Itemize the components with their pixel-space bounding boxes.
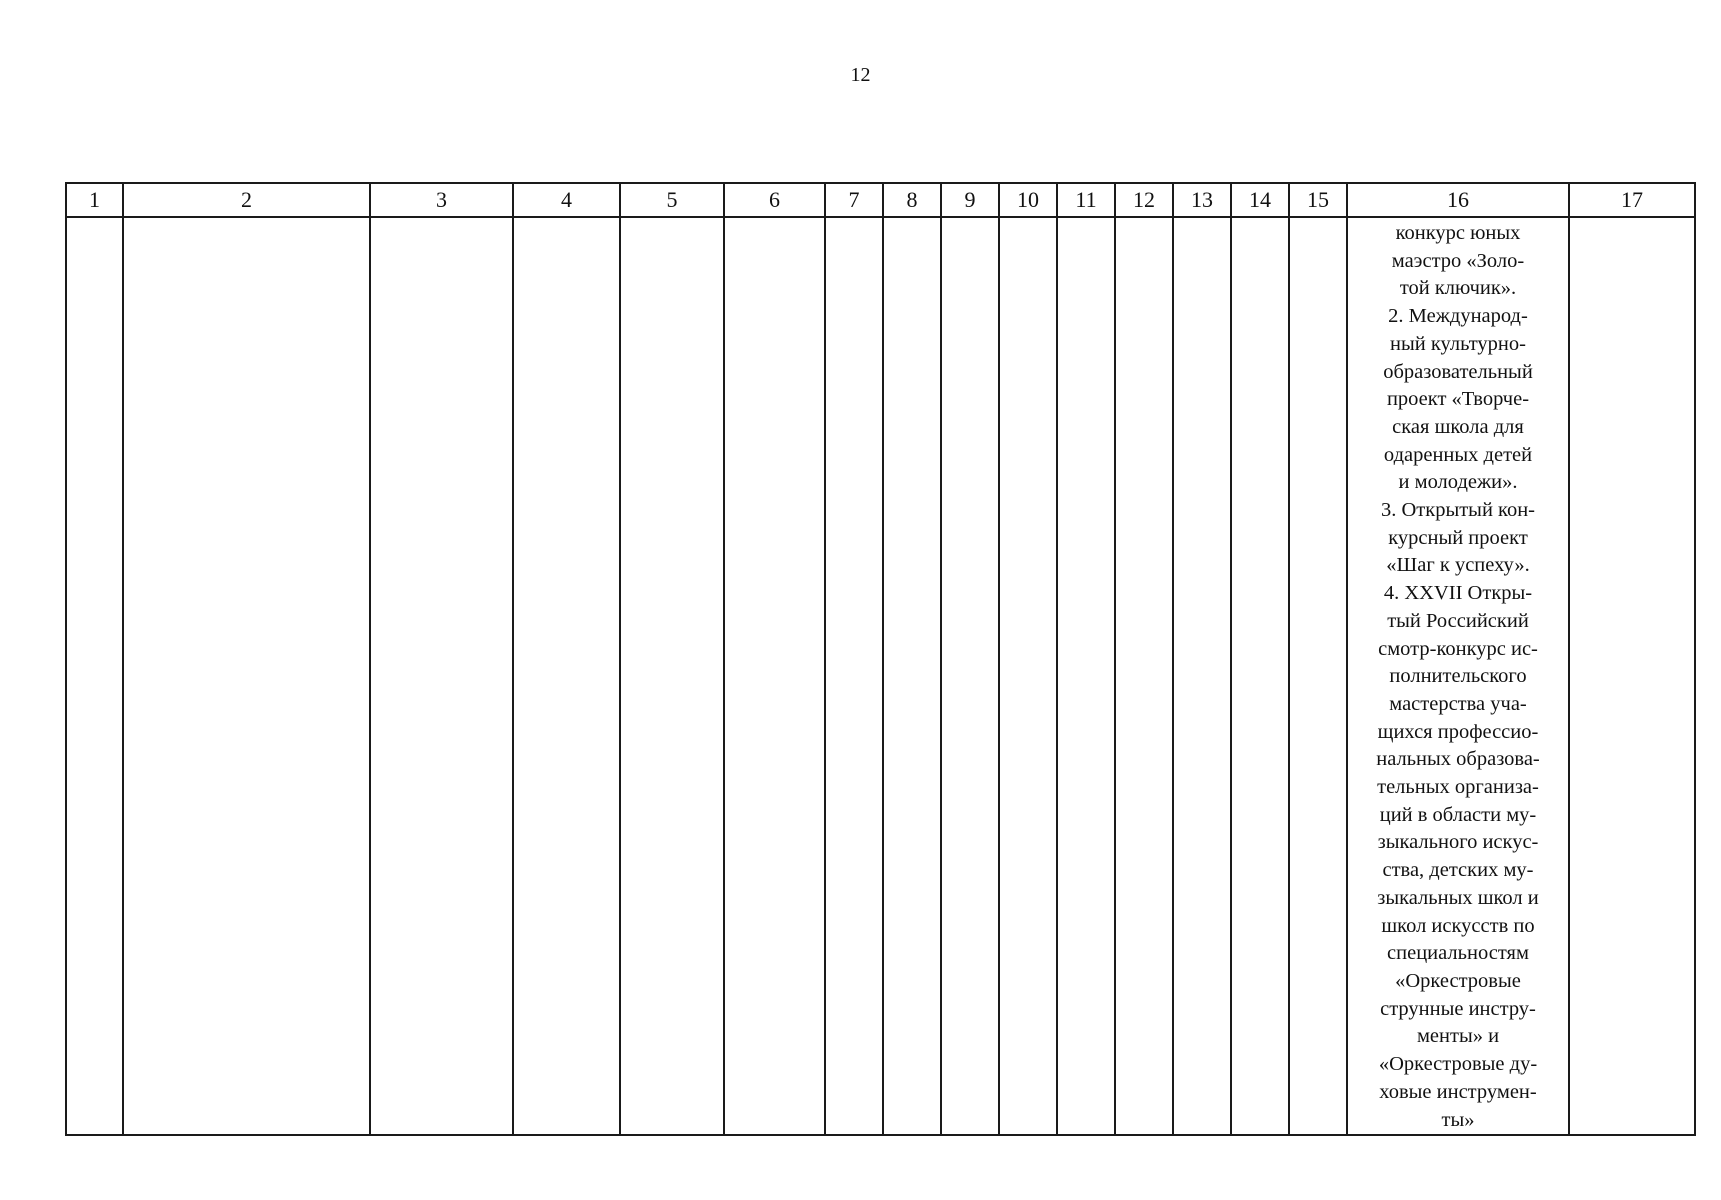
cell-16-line: ты» [1441, 1108, 1475, 1131]
column-header-7: 7 [825, 183, 883, 217]
column-header-8: 8 [883, 183, 941, 217]
cell-16-line: конкурс юных [1395, 222, 1521, 244]
table-row [66, 217, 1695, 1135]
cell-16-line: 3. Открытый кон- [1380, 499, 1536, 522]
cell-16-line: тый Российский [1387, 609, 1529, 632]
cell-16-line: маэстро «Золо- [1391, 249, 1525, 272]
table-cell-11 [1057, 217, 1115, 1135]
table-cell-10 [999, 217, 1057, 1135]
table-cell-3 [370, 217, 513, 1135]
table-cell-8 [883, 217, 941, 1135]
column-header-16: 16 [1347, 183, 1569, 217]
column-header-4: 4 [513, 183, 620, 217]
cell-16-line: одаренных детей [1383, 443, 1533, 466]
column-header-1: 1 [66, 183, 123, 217]
cell-16-line: зыкального искус- [1377, 831, 1539, 854]
column-header-13: 13 [1173, 183, 1231, 217]
cell-16-line: тельных организа- [1377, 776, 1539, 799]
table-cell-15 [1289, 217, 1347, 1135]
cell-16-line: мастерства уча- [1389, 692, 1527, 715]
table-cell-16 [1347, 217, 1569, 1135]
cell-16-line: «Оркестровые [1395, 969, 1521, 992]
cell-16-line: ства, детских му- [1382, 859, 1534, 882]
cell-16-line: 2. Международ- [1388, 305, 1528, 328]
cell-16-line: смотр-конкурс ис- [1378, 637, 1538, 660]
table-cell-1 [66, 217, 123, 1135]
cell-16-line: проект «Творче- [1386, 388, 1530, 411]
page-number: 12 [850, 64, 871, 86]
table-cell-14 [1231, 217, 1289, 1135]
cell-16-line: образовательный [1383, 360, 1533, 383]
cell-16-line: нальных образова- [1376, 748, 1540, 771]
cell-16-line: менты» и [1416, 1025, 1500, 1048]
column-header-14: 14 [1231, 183, 1289, 217]
cell-16-line: ская школа для [1392, 415, 1524, 438]
table-cell-13 [1173, 217, 1231, 1135]
cell-16-line: щихся профессио- [1377, 720, 1539, 743]
table-cell-2 [123, 217, 370, 1135]
cell-16-line: ций в области му- [1379, 803, 1537, 826]
cell-16-line: ховые инструмен- [1379, 1080, 1537, 1103]
column-header-12: 12 [1115, 183, 1173, 217]
table-cell-4 [513, 217, 620, 1135]
cell-16-line: и молодежи». [1398, 471, 1518, 494]
table-cell-9 [941, 217, 999, 1135]
cell-16-text [1348, 218, 1568, 1134]
header-row [66, 183, 1695, 217]
cell-16-line: зыкальных школ и [1377, 886, 1539, 909]
column-header-5: 5 [620, 183, 724, 217]
column-header-17: 17 [1569, 183, 1695, 217]
cell-16-line: ный культурно- [1390, 332, 1526, 355]
column-header-3: 3 [370, 183, 513, 217]
cell-16-line: «Шаг к успеху». [1386, 554, 1530, 577]
cell-16-line: струнные инстру- [1380, 997, 1536, 1020]
table-cell-5 [620, 217, 724, 1135]
column-header-11: 11 [1057, 183, 1115, 217]
cell-16-line: той ключик». [1399, 277, 1517, 300]
table-cell-17 [1569, 217, 1695, 1135]
column-header-9: 9 [941, 183, 999, 217]
data-table [65, 182, 1696, 1136]
table-cell-12 [1115, 217, 1173, 1135]
cell-16-line: полнительского [1389, 665, 1527, 688]
column-header-10: 10 [999, 183, 1057, 217]
cell-16-line: «Оркестровые ду- [1378, 1053, 1538, 1076]
column-header-15: 15 [1289, 183, 1347, 217]
table-cell-6 [724, 217, 825, 1135]
cell-16-line: школ искусств по [1381, 914, 1535, 937]
cell-16-line: 4. XXVII Откры- [1383, 582, 1533, 605]
table-cell-7 [825, 217, 883, 1135]
column-header-2: 2 [123, 183, 370, 217]
column-header-6: 6 [724, 183, 825, 217]
cell-16-line: курсный проект [1388, 526, 1528, 549]
cell-16-line: специальностям [1387, 942, 1529, 965]
